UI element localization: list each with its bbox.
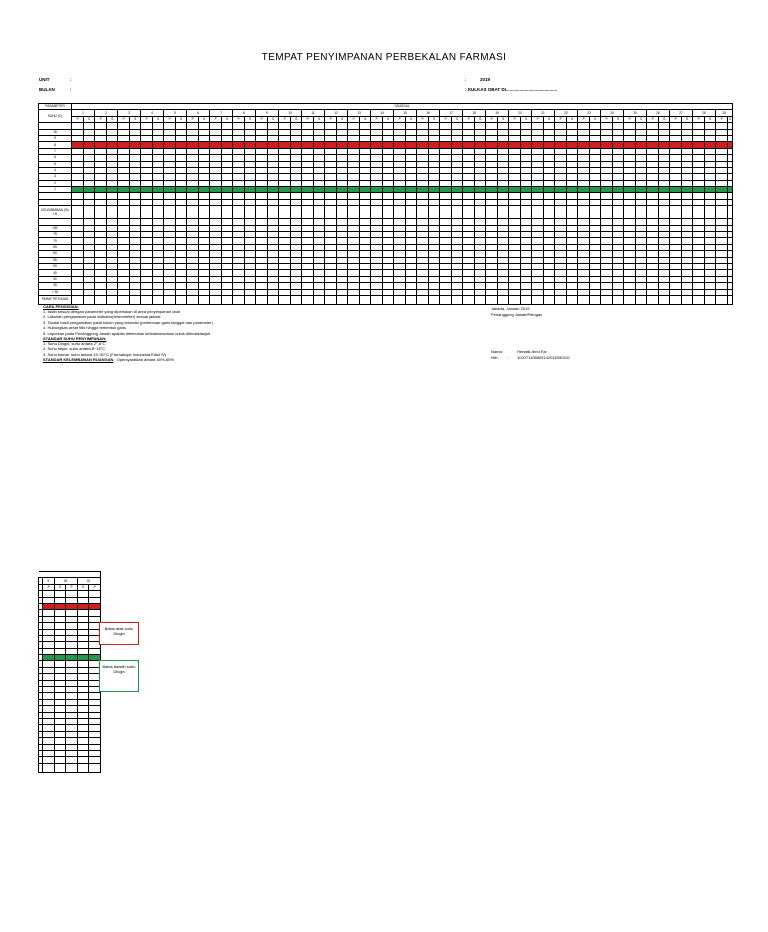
grid-cell bbox=[693, 295, 705, 304]
grid-cell bbox=[716, 206, 728, 219]
day-header: 27 bbox=[670, 110, 693, 116]
pagi-header: P bbox=[647, 116, 659, 122]
day-header: 11 bbox=[302, 110, 325, 116]
day-header: 16 bbox=[417, 110, 440, 116]
temperature-humidity-table bbox=[38, 103, 733, 305]
temp-row-label: 5 bbox=[39, 161, 72, 167]
grid-cell bbox=[313, 295, 325, 304]
grid-cell bbox=[486, 206, 498, 219]
sore-header: S bbox=[635, 116, 647, 122]
year-value: 2019 bbox=[480, 77, 491, 82]
day-header: 28 bbox=[693, 110, 716, 116]
sore-header: S bbox=[54, 584, 66, 590]
year-colon: : bbox=[465, 77, 467, 82]
sore-header: S bbox=[589, 116, 601, 122]
grid-cell bbox=[566, 206, 578, 219]
monitoring-grid bbox=[38, 103, 733, 305]
grid-cell bbox=[175, 206, 187, 219]
parameter-label: PARAMETER bbox=[39, 104, 72, 110]
grid-cell bbox=[267, 295, 279, 304]
kelembaban-text: : Opersyaratkan antara 40%-60% bbox=[114, 357, 174, 363]
grid-cell bbox=[589, 295, 601, 304]
legend-lower-text: Batas bawah suhu Dingin bbox=[102, 664, 136, 674]
day-header: 23 bbox=[578, 110, 601, 116]
grid-cell bbox=[451, 206, 463, 219]
pagi-header: P bbox=[417, 116, 429, 122]
grid-cell bbox=[256, 295, 268, 304]
grid-cell bbox=[635, 295, 647, 304]
day-header: 15 bbox=[394, 110, 417, 116]
sore-header: S bbox=[175, 116, 187, 122]
sore-header: S bbox=[221, 116, 233, 122]
day-header: 6 bbox=[187, 110, 210, 116]
grid-row bbox=[39, 206, 733, 219]
grid-cell bbox=[497, 295, 509, 304]
day-header: 29 bbox=[716, 110, 733, 116]
grid-cell bbox=[417, 206, 429, 219]
humidity-row-label: 50 bbox=[39, 263, 72, 269]
grid-cell bbox=[509, 206, 521, 219]
temp-row-label: 16 bbox=[39, 129, 72, 135]
day-header: 19 bbox=[486, 110, 509, 116]
grid-cell bbox=[566, 295, 578, 304]
grid-cell bbox=[486, 295, 498, 304]
day-header: 7 bbox=[210, 110, 233, 116]
grid-cell bbox=[624, 206, 636, 219]
grid-cell bbox=[681, 295, 693, 304]
overflow-row bbox=[39, 763, 101, 772]
pagi-header: P bbox=[624, 116, 636, 122]
humidity-row-label: 55 bbox=[39, 257, 72, 263]
pagi-header: P bbox=[43, 584, 55, 590]
sore-header: S bbox=[658, 116, 670, 122]
grid-cell bbox=[233, 206, 245, 219]
humidity-row-label: 65 bbox=[39, 244, 72, 250]
pagi-header: P bbox=[716, 116, 728, 122]
humidity-row-label: 70 bbox=[39, 238, 72, 244]
pagi-header: P bbox=[601, 116, 613, 122]
grid-cell bbox=[612, 206, 624, 219]
day-header: 18 bbox=[463, 110, 486, 116]
humidity-row-label: 75 bbox=[39, 232, 72, 238]
day-header: 21 bbox=[532, 110, 555, 116]
grid-cell bbox=[279, 206, 291, 219]
grid-cell bbox=[336, 295, 348, 304]
sign-place-date: Jakarta, Januari 2019 bbox=[491, 306, 530, 311]
grid-cell bbox=[647, 295, 659, 304]
pagi-header: P bbox=[279, 116, 291, 122]
sore-header: S bbox=[704, 116, 716, 122]
overflow-grid bbox=[38, 571, 101, 773]
pagi-header: P bbox=[532, 116, 544, 122]
pagi-header: P bbox=[486, 116, 498, 122]
cara-5: 5. Laporkan pada Penanggung Jawab apabila ditemukan ketidaksesuaian untuk ditindaklanjuti bbox=[43, 330, 211, 336]
pagi-header: P bbox=[141, 116, 153, 122]
grid-cell bbox=[77, 763, 89, 772]
grid-cell bbox=[72, 206, 84, 219]
day-header: 1 bbox=[72, 110, 95, 116]
grid-cell bbox=[520, 206, 532, 219]
standar-title: STANDAR SUHU PENYIMPANAN: bbox=[43, 336, 107, 342]
pagi-header: P bbox=[233, 116, 245, 122]
grid-cell bbox=[141, 206, 153, 219]
grid-cell bbox=[66, 763, 78, 772]
sore-header: S bbox=[77, 584, 89, 590]
grid-cell bbox=[198, 206, 210, 219]
grid-cell bbox=[325, 295, 337, 304]
day-header: 22 bbox=[555, 110, 578, 116]
grid-cell bbox=[267, 206, 279, 219]
sore-header: S bbox=[152, 116, 164, 122]
pagi-header: P bbox=[440, 116, 452, 122]
grid-cell bbox=[405, 295, 417, 304]
grid-cell bbox=[428, 295, 440, 304]
pagi-header: P bbox=[302, 116, 314, 122]
instructions bbox=[43, 304, 213, 363]
grid-cell bbox=[601, 295, 613, 304]
grid-cell bbox=[520, 295, 532, 304]
sore-header: S bbox=[405, 116, 417, 122]
grid-cell bbox=[440, 295, 452, 304]
grid-cell bbox=[704, 206, 716, 219]
grid-cell bbox=[693, 206, 705, 219]
sore-header: S bbox=[497, 116, 509, 122]
grid-cell bbox=[555, 295, 567, 304]
grid-cell bbox=[635, 206, 647, 219]
grid-cell bbox=[210, 206, 222, 219]
sore-header: S bbox=[106, 116, 118, 122]
grid-cell bbox=[152, 206, 164, 219]
grid-cell bbox=[129, 206, 141, 219]
grid-cell bbox=[474, 295, 486, 304]
humidity-row-label: 45 bbox=[39, 270, 72, 276]
grid-cell bbox=[428, 206, 440, 219]
temp-row-label: 8 bbox=[39, 142, 72, 148]
sign-nik-value: 102071108809142015090341 bbox=[517, 355, 571, 360]
sign-nama-label: Nama: bbox=[491, 349, 503, 354]
grid-cell bbox=[302, 206, 314, 219]
grid-cell bbox=[290, 206, 302, 219]
day-header: 10 bbox=[279, 110, 302, 116]
grid-cell bbox=[532, 206, 544, 219]
cara-title: CARA PENGISIAN: bbox=[43, 304, 79, 309]
grid-cell bbox=[244, 206, 256, 219]
day-header: 9 bbox=[256, 110, 279, 116]
grid-cell bbox=[336, 206, 348, 219]
pagi-header: P bbox=[256, 116, 268, 122]
day-header: 4 bbox=[141, 110, 164, 116]
grid-cell bbox=[348, 206, 360, 219]
grid-cell bbox=[54, 763, 66, 772]
kelembaban-label: KELEMBABAN (%) r.H bbox=[39, 206, 72, 219]
grid-cell bbox=[405, 206, 417, 219]
pagi-header: P bbox=[72, 116, 84, 122]
day-header: 20 bbox=[509, 110, 532, 116]
grid-cell bbox=[543, 295, 555, 304]
day-header: 3 bbox=[118, 110, 141, 116]
unit-label: UNIT bbox=[39, 77, 50, 82]
standar-3: 3. Suhu kamar, suhu antara 15~30°C (Farmakope Indonesia Edisi IV) bbox=[43, 351, 167, 357]
sign-nik-label: NIK. bbox=[491, 355, 499, 360]
sore-header: S bbox=[267, 116, 279, 122]
standar-2: 2. Suhu sejuk, suhu antara 8~15°C bbox=[43, 346, 106, 352]
grid-cell bbox=[555, 206, 567, 219]
bulan-colon: : bbox=[70, 87, 72, 92]
sign-nama-value: Herlatik Amd.Far bbox=[517, 349, 547, 354]
grid-cell bbox=[727, 206, 733, 219]
grid-cell bbox=[417, 295, 429, 304]
grid-cell bbox=[187, 206, 199, 219]
grid-cell bbox=[658, 295, 670, 304]
grid-cell bbox=[221, 206, 233, 219]
sore-header: S bbox=[612, 116, 624, 122]
pagi-header: P bbox=[670, 116, 682, 122]
legend-upper-limit bbox=[99, 622, 139, 645]
grid-cell bbox=[704, 295, 716, 304]
temp-row-label: 3 bbox=[39, 174, 72, 180]
grid-cell bbox=[440, 206, 452, 219]
grid-cell bbox=[106, 206, 118, 219]
sore-header: S bbox=[543, 116, 555, 122]
day-header: 5 bbox=[164, 110, 187, 116]
grid-cell bbox=[509, 295, 521, 304]
grid-cell bbox=[371, 206, 383, 219]
grid-cell bbox=[313, 206, 325, 219]
day-header: 30 bbox=[54, 578, 77, 584]
temp-row-label: 1 bbox=[39, 187, 72, 193]
sore-header: S bbox=[520, 116, 532, 122]
sore-header: S bbox=[359, 116, 371, 122]
grid-cell bbox=[95, 206, 107, 219]
sign-role: Penanggung Jawab/Petugas bbox=[491, 312, 543, 317]
cara-2: 2. Lakukan pengamatan pada indikator(termometer) sesuai jadwal bbox=[43, 314, 161, 320]
humidity-row-label: >80 bbox=[39, 225, 72, 231]
grid-cell bbox=[43, 763, 55, 772]
pagi-header: P bbox=[463, 116, 475, 122]
humidity-row-label: < 30 bbox=[39, 289, 72, 295]
humidity-row-label: 40 bbox=[39, 276, 72, 282]
tanggal-label: TANGGAL bbox=[72, 104, 733, 110]
kelembaban-title: STANDAR KELEMBABAN RUANGAN bbox=[43, 357, 114, 363]
grid-cell bbox=[164, 206, 176, 219]
pagi-header: P bbox=[89, 584, 101, 590]
grid-cell bbox=[244, 295, 256, 304]
temp-row-label: 9 bbox=[39, 135, 72, 141]
pagi-header: P bbox=[555, 116, 567, 122]
day-header: 2 bbox=[95, 110, 118, 116]
sore-header: S bbox=[727, 116, 733, 122]
legend-lower-limit bbox=[99, 660, 139, 692]
pagi-header: P bbox=[693, 116, 705, 122]
sore-header: S bbox=[129, 116, 141, 122]
grid-cell bbox=[474, 206, 486, 219]
unit-colon: : bbox=[70, 77, 72, 82]
day-header: 25 bbox=[624, 110, 647, 116]
grid-cell bbox=[89, 763, 101, 772]
grid-cell bbox=[647, 206, 659, 219]
day-header: 26 bbox=[647, 110, 670, 116]
humidity-row-label: 60 bbox=[39, 251, 72, 257]
pagi-header: P bbox=[187, 116, 199, 122]
cara-1: 1. Isilah sesuai dengan parameter yang diperlukan di area penyimpanan obat bbox=[43, 309, 180, 314]
sore-header: S bbox=[313, 116, 325, 122]
grid-cell bbox=[382, 206, 394, 219]
suhu-label: SUHU (C) bbox=[39, 110, 72, 123]
grid-cell bbox=[233, 295, 245, 304]
grid-cell bbox=[463, 295, 475, 304]
grid-cell bbox=[302, 295, 314, 304]
grid-cell bbox=[279, 295, 291, 304]
sore-header: S bbox=[474, 116, 486, 122]
page-title: TEMPAT PENYIMPANAN PERBEKALAN FARMASI bbox=[261, 52, 507, 63]
pagi-header: P bbox=[210, 116, 222, 122]
grid-cell bbox=[589, 206, 601, 219]
grid-cell bbox=[451, 295, 463, 304]
temp-row-label: 4 bbox=[39, 167, 72, 173]
grid-cell bbox=[463, 206, 475, 219]
grid-cell bbox=[716, 295, 728, 304]
grid-cell bbox=[658, 206, 670, 219]
sore-header: S bbox=[198, 116, 210, 122]
grid-cell bbox=[382, 295, 394, 304]
pagi-header: P bbox=[66, 584, 78, 590]
grid-cell bbox=[325, 206, 337, 219]
sore-header: S bbox=[336, 116, 348, 122]
pagi-header: P bbox=[95, 116, 107, 122]
pagi-header: P bbox=[509, 116, 521, 122]
grid-cell bbox=[348, 295, 360, 304]
pagi-header: P bbox=[578, 116, 590, 122]
grid-cell bbox=[727, 295, 733, 304]
humidity-row-label: 35 bbox=[39, 283, 72, 289]
day-header: 31 bbox=[77, 578, 100, 584]
sore-header: S bbox=[566, 116, 578, 122]
grid-cell bbox=[601, 206, 613, 219]
grid-cell bbox=[359, 295, 371, 304]
day-header: 13 bbox=[348, 110, 371, 116]
day-header: 8 bbox=[233, 110, 256, 116]
day-header: 12 bbox=[325, 110, 348, 116]
grid-cell bbox=[612, 295, 624, 304]
grid-cell bbox=[83, 206, 95, 219]
overflow-table bbox=[38, 571, 101, 773]
day-header: 17 bbox=[440, 110, 463, 116]
grid-cell bbox=[497, 206, 509, 219]
paraf-label: PARAF PETUGAS bbox=[39, 295, 72, 304]
grid-cell bbox=[578, 206, 590, 219]
kulkas-label: : KULKAS OBAT DI......................................... bbox=[465, 87, 558, 92]
sore-header: S bbox=[83, 116, 95, 122]
pagi-header: P bbox=[394, 116, 406, 122]
temp-row-label: 6 bbox=[39, 155, 72, 161]
temp-row-label: 7 bbox=[39, 148, 72, 154]
grid-cell bbox=[394, 295, 406, 304]
grid-cell bbox=[681, 206, 693, 219]
grid-cell bbox=[359, 206, 371, 219]
grid-cell bbox=[221, 295, 233, 304]
sore-header: S bbox=[244, 116, 256, 122]
sore-header: S bbox=[451, 116, 463, 122]
grid-cell bbox=[290, 295, 302, 304]
bulan-label: BULAN bbox=[39, 87, 55, 92]
grid-cell bbox=[256, 206, 268, 219]
legend-upper-text: Batas atas suhu Dingin bbox=[104, 626, 134, 636]
sore-header: S bbox=[428, 116, 440, 122]
grid-cell bbox=[578, 295, 590, 304]
grid-cell bbox=[543, 206, 555, 219]
grid-cell bbox=[118, 206, 130, 219]
sore-header: S bbox=[681, 116, 693, 122]
pagi-header: P bbox=[371, 116, 383, 122]
grid-cell bbox=[394, 206, 406, 219]
cara-4: 4. Hubungkan antar titik hingga terbentuk garis bbox=[43, 325, 126, 331]
cara-3: 3. Tandai hasil pengamatan pada kolom yang tersedia (pertemuan garis tanggal dan parameter) bbox=[43, 319, 213, 325]
grid-cell bbox=[624, 295, 636, 304]
grid-cell bbox=[670, 206, 682, 219]
sign-nik-colon: : bbox=[508, 355, 510, 360]
day-header: 9 bbox=[43, 578, 55, 584]
day-header: 14 bbox=[371, 110, 394, 116]
sore-header: S bbox=[290, 116, 302, 122]
pagi-header: P bbox=[348, 116, 360, 122]
grid-cell bbox=[532, 295, 544, 304]
grid-cell bbox=[371, 295, 383, 304]
pagi-header: P bbox=[325, 116, 337, 122]
grid-cell bbox=[670, 295, 682, 304]
pagi-header: P bbox=[164, 116, 176, 122]
pagi-header: P bbox=[118, 116, 130, 122]
temp-row-label: 2 bbox=[39, 180, 72, 186]
standar-1: 1. Suhu Dingin, suhu antara 2°-8°C bbox=[43, 341, 106, 347]
day-header: 24 bbox=[601, 110, 624, 116]
sore-header: S bbox=[382, 116, 394, 122]
